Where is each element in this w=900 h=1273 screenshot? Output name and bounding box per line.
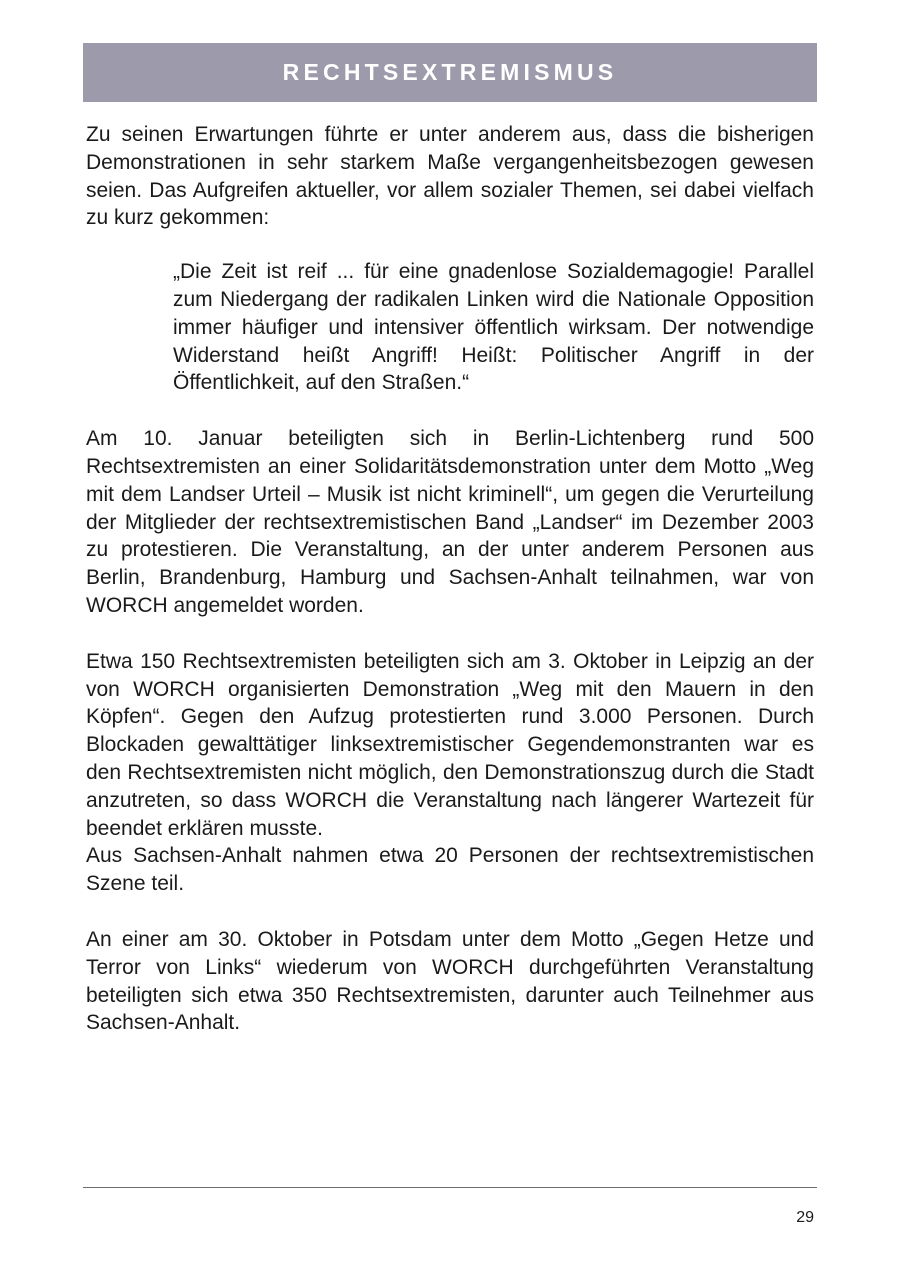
section-title: RECHTSEXTREMISMUS [282, 59, 618, 85]
section-header-bar [83, 43, 817, 102]
paragraph-potsdam: An einer am 30. Oktober in Potsdam unter dem Motto „Gegen Hetze und Terror von Links“ wiederum von WORCH durchgeführten Veranstaltung beteiligten sich etwa 350 Rechtsextremisten, darunter auch Teilnehmer aus Sachsen-Anhalt. [86, 927, 814, 1035]
paragraph-intro: Zu seinen Erwartungen führte er unter anderem aus, dass die bisherigen Demonstrationen in sehr starkem Maße vergangenheitsbezogen gewesen seien. Das Aufgreifen aktueller, vor allem sozialer Themen, sei dabei vielfach zu kurz gekommen: [86, 123, 814, 230]
page-body [86, 121, 814, 1037]
block-quote: „Die Zeit ist reif ... für eine gnadenlose Sozialdemagogie! Parallel zum Niedergang der radikalen Linken wird die Nationale Opposition immer häufiger und intensiver öffentlich wirksam. Der notwendige Widerstand heißt Angriff! Heißt: Politischer Angriff in der Öffentlichkeit, auf den Straßen.“ [173, 260, 814, 395]
paragraph-leipzig: Etwa 150 Rechtsextremisten beteiligten sich am 3. Oktober in Leipzig an der von WORCH organisierten Demonstration „Weg mit den Mauern in den Köpfen“. Gegen den Aufzug protestierten rund 3.000 Personen. Durch Blockaden gewalttätiger linksextremistischer Gegendemonstranten war es den Rechtsextremisten nicht möglich, den Demonstrationszug durch die Stadt anzutreten, so dass WORCH die Veranstaltung nach längerer Wartezeit für beendet erklären musste. [86, 649, 814, 840]
paragraph-berlin: Am 10. Januar beteiligten sich in Berlin-Lichtenberg rund 500 Rechtsextremisten an einer Solidaritätsdemonstration unter dem Motto „Weg mit dem Landser Urteil – Musik ist nicht kriminell“, um gegen die Verurteilung der Mitglieder der rechtsextremistischen Band „Landser“ im Dezember 2003 zu protestieren. Die Veranstaltung, an der unter anderem Personen aus Berlin, Brandenburg, Hamburg und Sachsen-Anhalt teilnahmen, war von WORCH angemeldet worden. [86, 427, 814, 617]
page-number: 29 [796, 1209, 814, 1226]
paragraph-sachsen-anhalt: Aus Sachsen-Anhalt nahmen etwa 20 Personen der rechtsextremistischen Szene teil. [86, 844, 814, 896]
footer-divider [83, 1187, 817, 1188]
